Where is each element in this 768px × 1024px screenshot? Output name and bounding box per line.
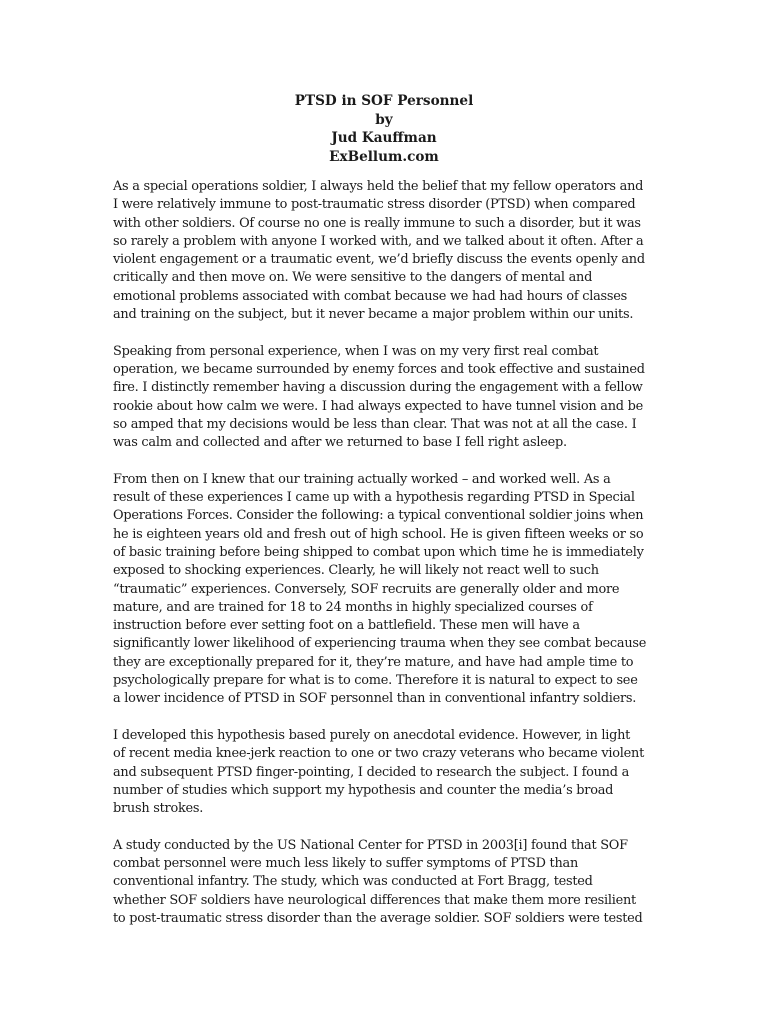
text-line: rookie about how calm we were. I had always expected to have tunnel vision and be (113, 398, 644, 414)
text-line: fire. I distinctly remember having a discussion during the engagement with a fellow (113, 380, 643, 396)
text-line: number of studies which support my hypothesis and counter the media’s broad (113, 782, 614, 798)
text-line: I developed this hypothesis based purely on anecdotal evidence. However, in light (113, 727, 631, 743)
text-line: and training on the subject, but it never became a major problem within our units. (113, 307, 634, 323)
text-line: result of these experiences I came up with a hypothesis regarding PTSD in Special (113, 490, 635, 506)
text-line: psychologically prepare for what is to come. Therefore it is natural to expect to see (113, 673, 638, 689)
text-line: brush strokes. (113, 801, 204, 817)
text-line: conventional infantry. The study, which was conducted at Fort Bragg, tested (113, 874, 593, 890)
byline-by: by (375, 111, 393, 128)
text-line: Operations Forces. Consider the following: a typical conventional soldier joins when (113, 508, 644, 524)
text-line: so amped that my decisions would be less than clear. That was not at all the case. I (113, 416, 637, 432)
text-line: violent engagement or a traumatic event, we’d briefly discuss the events openly and (113, 252, 645, 268)
footnote-reference-link[interactable]: [i] (513, 837, 528, 853)
text-line: to post-traumatic stress disorder than the average soldier. SOF soldiers were tested (113, 910, 643, 926)
text-line: whether SOF soldiers have neurological differences that make them more resilient (113, 892, 636, 908)
text-line: emotional problems associated with combat because we had had hours of classes (113, 288, 627, 304)
text-line: Speaking from personal experience, when I was on my very first real combat (113, 343, 599, 359)
text-line: they are exceptionally prepared for it, they’re mature, and have had ample time to (113, 654, 634, 670)
document-body (113, 178, 658, 946)
document-title: PTSD in SOF Personnel (294, 93, 474, 109)
text-line: critically and then move on. We were sensitive to the dangers of mental and (113, 270, 593, 286)
text-line: so rarely a problem with anyone I worked with, and we talked about it often. After a (113, 233, 644, 249)
paragraph-3 (113, 471, 658, 709)
paragraph-5 (113, 837, 658, 928)
text-segment: A study conducted by the US National Center for PTSD in 2003 (113, 837, 514, 853)
text-segment: found that SOF (527, 837, 628, 853)
text-line: of recent media knee-jerk reaction to one or two crazy veterans who became violent (113, 746, 645, 762)
text-line: I were relatively immune to post-traumatic stress disorder (PTSD) when compared (113, 197, 636, 213)
text-line: a lower incidence of PTSD in SOF personnel than in conventional infantry soldiers. (113, 691, 637, 707)
paragraph-4 (113, 727, 658, 818)
text-line: exposed to shocking experiences. Clearly, he will likely not react well to such (113, 563, 599, 579)
text-line (113, 837, 658, 855)
text-line: mature, and are trained for 18 to 24 months in highly specialized courses of (113, 599, 593, 615)
document-header (0, 92, 768, 166)
text-line: instruction before ever setting foot on a battlefield. These men will have a (113, 618, 580, 634)
text-line: As a special operations soldier, I always held the belief that my fellow operators and (113, 179, 644, 194)
text-line: “traumatic” experiences. Conversely, SOF recruits are generally older and more (113, 581, 620, 597)
text-line: combat personnel were much less likely to suffer symptoms of PTSD than (113, 855, 579, 871)
author-name: Jud Kauffman (331, 130, 437, 146)
paragraph-2 (113, 343, 658, 453)
text-line: significantly lower likelihood of experiencing trauma when they see combat because (113, 636, 647, 652)
text-line: was calm and collected and after we returned to base I fell right asleep. (113, 435, 567, 451)
text-line: From then on I knew that our training actually worked – and worked well. As a (113, 471, 611, 487)
text-line: operation, we became surrounded by enemy forces and took effective and sustained (113, 361, 645, 377)
source-site: ExBellum.com (329, 148, 439, 165)
text-line: and subsequent PTSD finger-pointing, I decided to research the subject. I found a (113, 764, 630, 780)
paragraph-1 (113, 178, 658, 324)
text-line: he is eighteen years old and fresh out of high school. He is given fifteen weeks or so (113, 526, 644, 542)
text-line: of basic training before being shipped to combat upon which time he is immediately (113, 544, 644, 560)
text-line: with other soldiers. Of course no one is really immune to such a disorder, but it was (113, 215, 641, 231)
